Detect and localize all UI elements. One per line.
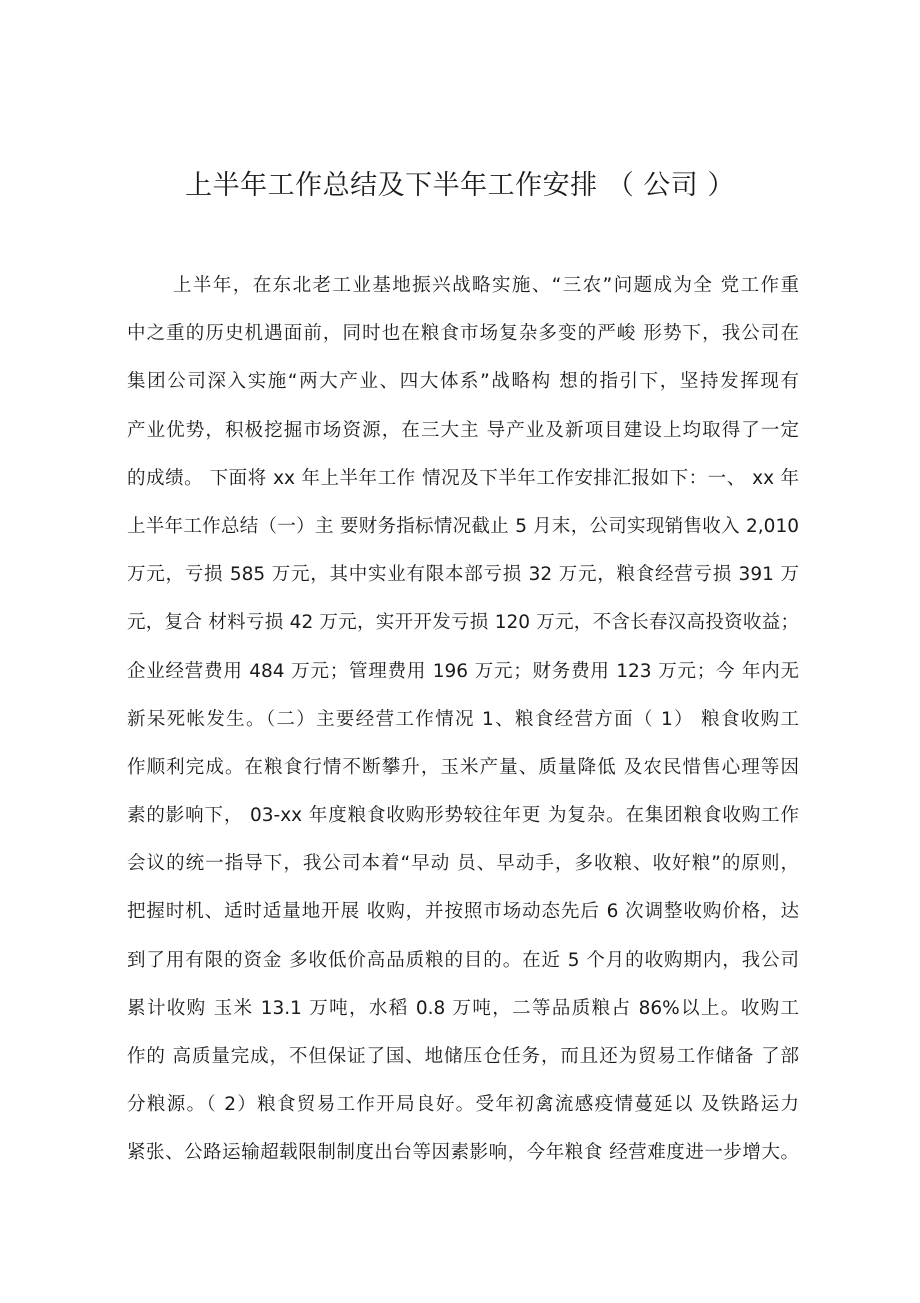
paragraph-line: 把握时机、适时适量地开展 收购，并按照市场动态先后 6 次调整收购价格，达: [127, 901, 799, 923]
paragraph-line: 到了用有限的资金 多收低价高品质粮的目的。在近 5 个月的收购期内，我公司: [127, 949, 799, 971]
paragraph-line: 集团公司深入实施“两大产业、四大体系”战略构 想的指引下，坚持发挥现有: [127, 371, 799, 393]
paragraph-line: 中之重的历史机遇面前，同时也在粮食市场复杂多变的严峻 形势下，我公司在: [127, 323, 799, 345]
paragraph-line: 企业经营费用 484 万元；管理费用 196 万元；财务费用 123 万元；今 年内无: [127, 660, 799, 682]
paragraph-line: 作顺利完成。在粮食行情不断攀升，玉米产量、质量降低 及农民惜售心理等因: [127, 756, 799, 778]
paragraph-line: 累计收购 玉米 13.1 万吨，水稻 0.8 万吨，二等品质粮占 86%以上。收购工: [127, 997, 799, 1019]
paragraph-line: 产业优势，积极挖掘市场资源，在三大主 导产业及新项目建设上均取得了一定: [127, 419, 799, 441]
paragraph-line: 分粮源。（ 2）粮食贸易工作开局良好。受年初禽流感疫情蔓延以 及铁路运力: [127, 1094, 799, 1116]
paragraph-line: 上半年工作总结（一）主 要财务指标情况截止 5 月末，公司实现销售收入 2,010: [127, 515, 799, 537]
paragraph-line: 会议的统一指导下，我公司本着“早动 员、早动手，多收粮、收好粮”的原则，: [127, 853, 799, 875]
paragraph-line: 作的 高质量完成，不但保证了国、地储压仓任务，而且还为贸易工作储备 了部: [127, 1046, 799, 1067]
body-paragraph: [127, 262, 799, 1178]
paragraph-line: 的成绩。 下面将 xx 年上半年工作 情况及下半年工作安排汇报如下：一、 xx 年: [127, 467, 799, 489]
paragraph-line: 新呆死帐发生。（二）主要经营工作情况 1、粮食经营方面（ 1） 粮食收购工: [127, 708, 799, 730]
paragraph-line: 元，复合 材料亏损 42 万元，实开开发亏损 120 万元，不含长春汉高投资收益；: [127, 612, 799, 634]
paragraph-line: 素的影响下， 03-xx 年度粮食收购形势较往年更 为复杂。在集团粮食收购工作: [127, 805, 799, 827]
paragraph-line: 紧张、公路运输超载限制制度出台等因素影响，今年粮食 经营难度进一步增大。: [127, 1142, 799, 1164]
document-title: 上半年工作总结及下半年工作安排 （ 公司 ）: [185, 170, 735, 201]
paragraph-line: 上半年，在东北老工业基地振兴战略实施、“三农”问题成为全 党工作重: [173, 275, 799, 296]
paragraph-line: 万元，亏损 585 万元，其中实业有限本部亏损 32 万元，粮食经营亏损 391 万: [127, 564, 799, 586]
